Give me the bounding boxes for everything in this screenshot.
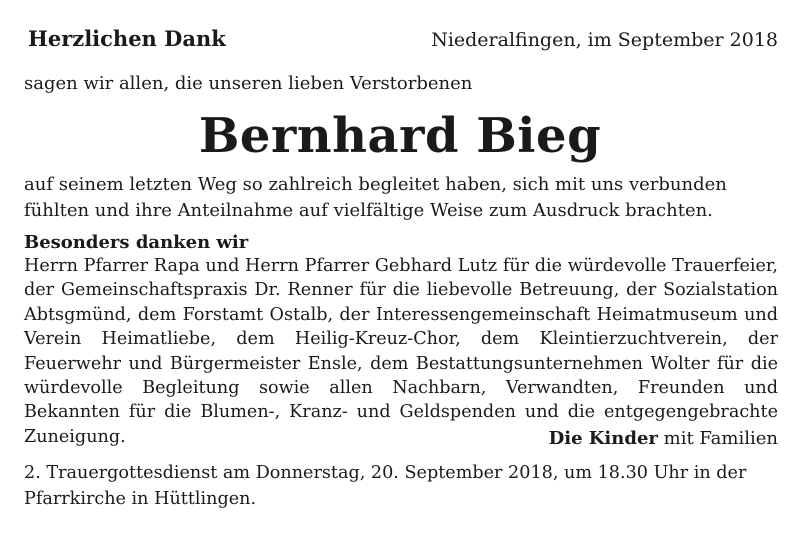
thanks-paragraph: auf seinem letzten Weg so zahlreich begleitet haben, sich mit uns verbunden fühlten und ihre Anteilnahme auf vielfältige Weise zum Ausdruck brachten. — [24, 174, 727, 221]
signature — [549, 428, 778, 449]
deceased-name: Bernhard Bieg — [198, 108, 602, 164]
service-note: 2. Trauergottesdienst am Donnerstag, 20. September 2018, um 18.30 Uhr in der Pfarrkirche in Hüttlingen. — [24, 463, 747, 509]
notice-header — [28, 26, 778, 51]
place-date: Niederalfingen, im September 2018 — [431, 29, 778, 51]
intro-text: sagen wir allen, die unseren lieben Verstorbenen — [24, 73, 473, 94]
signature-suffix: mit Familien — [663, 428, 778, 449]
notice-title: Herzlichen Dank — [28, 26, 226, 51]
special-thanks-paragraph: Herrn Pfarrer Rapa und Herrn Pfarrer Gebhard Lutz für die würdevolle Trauerfeier, der Gemeinschaftspraxis Dr. Renner für die liebevolle Betreuung, der Sozialstation Abtsgmünd, dem Forstamt Ostalb, der Interessengemeinschaft Heimatmuseum und Verein Heimatliebe, dem Heilig-Kreuz-Chor, dem Kleintierzuchtverein, der Feuerwehr und Bürgermeister Ensle, dem Bestattungsunternehmen Wolter für die würdevolle Begleitung sowie allen Nachbarn, Verwandten, Freunden und Bekannten für die Blumen-, Kranz- und Geldspenden und die entgegengebrachte Zuneigung. — [24, 256, 778, 447]
special-thanks-heading: Besonders danken wir — [24, 232, 249, 253]
signature-name: Die Kinder — [548, 428, 658, 449]
